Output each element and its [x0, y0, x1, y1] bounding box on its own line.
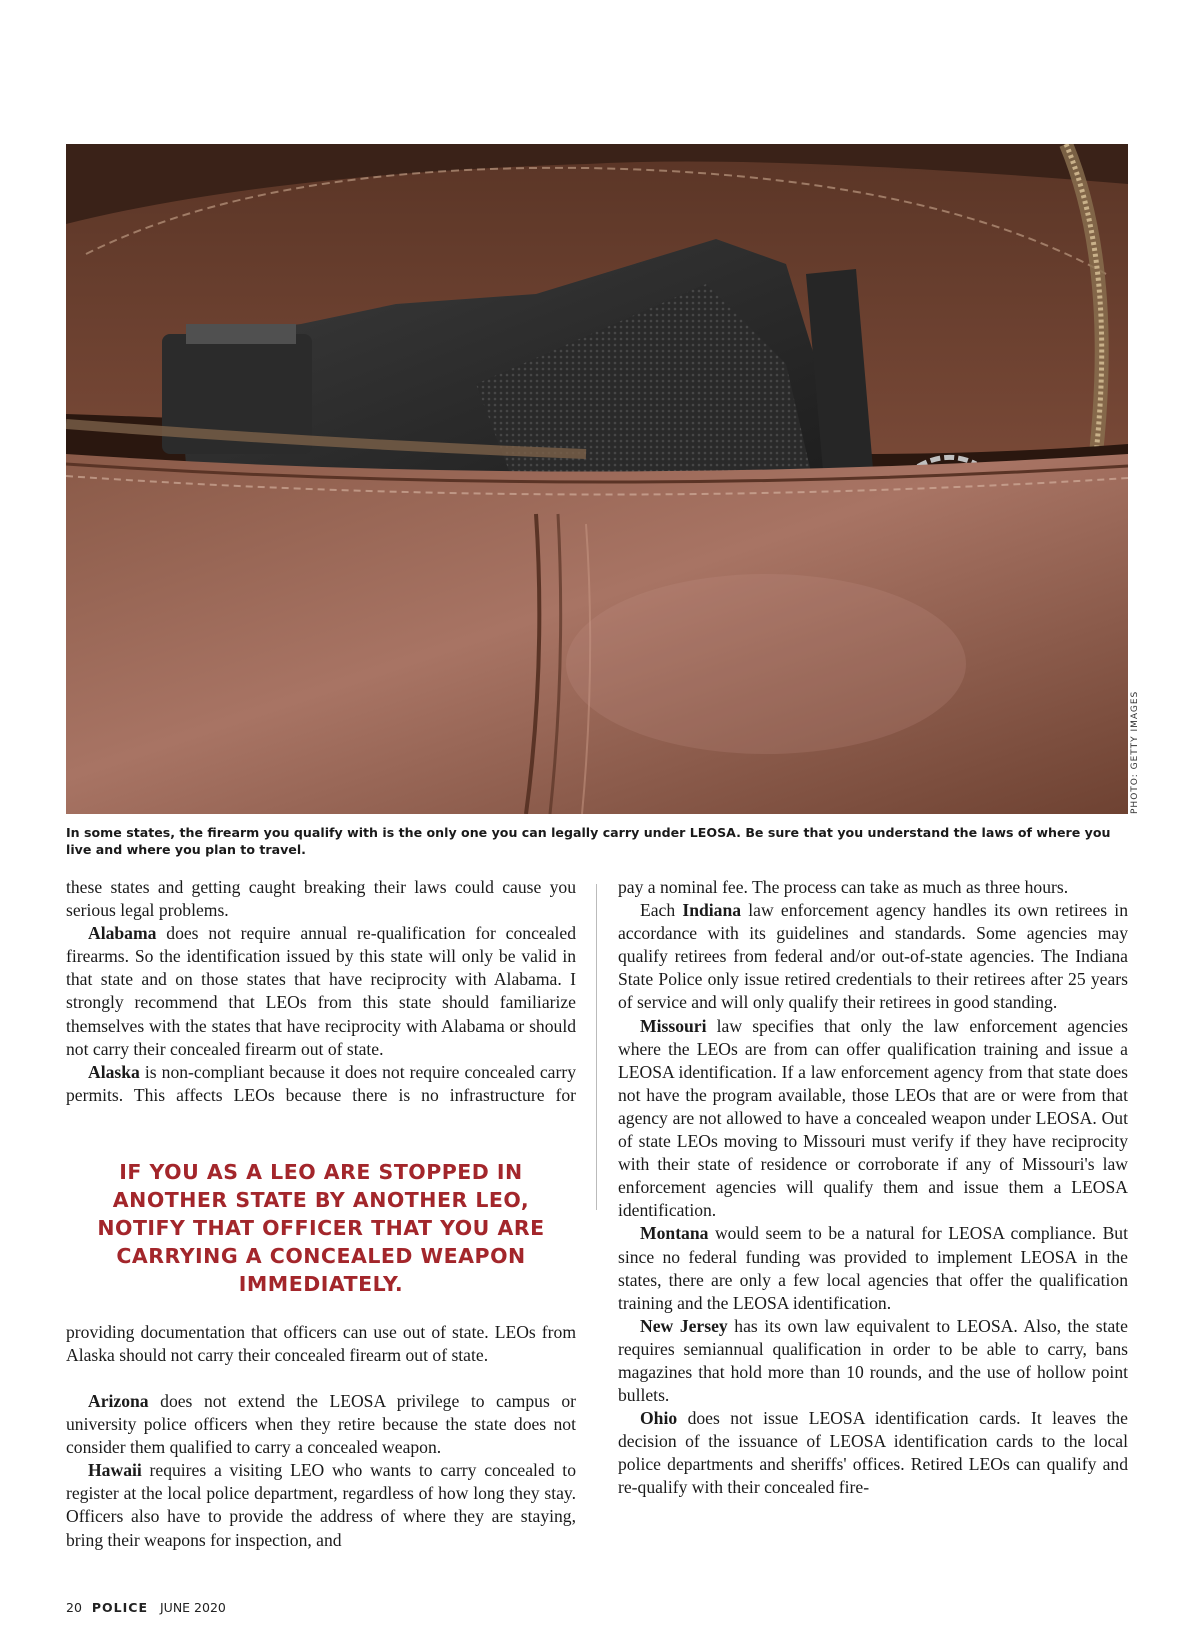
missouri-paragraph [618, 1015, 1128, 1223]
body-paragraph: pay a nominal fee. The process can take as much as three hours. [618, 877, 1069, 897]
new-jersey-paragraph [618, 1315, 1128, 1407]
state-name: Missouri [640, 1015, 707, 1036]
magazine-name: POLICE [91, 1600, 149, 1615]
state-name: Montana [640, 1223, 709, 1244]
alaska-paragraph-continued [66, 1321, 576, 1390]
page-footer [66, 1600, 226, 1615]
paragraph-text: law enforcement agency handles its own retirees in accordance with its guidelines and standards. Some agencies may qualify retirees from federal and/or out-of-state agencies. The Indiana State Police only issue retired credentials to their retirees after 25 years of service and will only qualify their retirees in good standing. [618, 900, 1128, 1013]
indiana-paragraph [618, 899, 1128, 1014]
montana-paragraph [618, 1222, 1128, 1314]
arizona-paragraph [66, 1390, 576, 1459]
state-name: Alabama [88, 923, 157, 944]
state-name: Arizona [88, 1391, 149, 1411]
right-column [618, 876, 1128, 1500]
paragraph-text: providing documentation that officers can use out of state. LEOs from Alaska should not carry their concealed firearm out of state. [66, 1322, 576, 1366]
paragraph-prefix: Each [640, 900, 683, 921]
photo-caption: In some states, the firearm you qualify with is the only one you can legally carry under LEOSA. Be sure that you understand the laws of where you live and where you plan to travel. [66, 825, 1111, 857]
alaska-paragraph-start [66, 1061, 576, 1107]
paragraph-text: does not extend the LEOSA privilege to campus or university police officers when they retire because the state does not consider them qualified to carry a concealed weapon. [66, 1391, 576, 1458]
paragraph-text: does not require annual re-qualification for concealed firearms. So the identification issued by this state will only be valid in that state and on those states that have reciprocity with Alabama. I strongly recommend that LEOs from this state should familiarize themselves with the states that have reciprocity with Alabama or should not carry their concealed firearm out of state. [66, 923, 576, 1059]
issue-date: JUNE 2020 [160, 1600, 226, 1615]
paragraph-text: requires a visiting LEO who wants to carry concealed to register at the local police department, regardless of how long they stay. Officers also have to provide the address of where they are staying, bring their weapons for inspection, and [66, 1460, 576, 1550]
paragraph-text: does not issue LEOSA identification cards. It leaves the decision of the issuance of LEOSA identification cards to the local police departments and sheriffs' offices. Retired LEOs can qualify and re-qualify with their concealed fire- [618, 1408, 1128, 1498]
photo-credit: PHOTO: GETTY IMAGES [1130, 690, 1140, 814]
hero-photo [66, 144, 1128, 814]
paragraph-text: law specifies that only the law enforcement agencies where the LEOs are from can offer qualification training and issue a LEOSA identification. If a law enforcement agency from that state does not have the program available, those LEOs that are or were from that agency are not allowed to have a concealed weapon under LEOSA. Out of state LEOs moving to Missouri must verify if they have reciprocity with their state of residence or corroborate if any of Missouri's law enforcement agencies will qualify them and issue them a LEOSA identification. [618, 1015, 1128, 1221]
alabama-paragraph [66, 922, 576, 1061]
pull-quote: IF YOU AS A LEO ARE STOPPED IN ANOTHER STATE BY ANOTHER LEO, NOTIFY THAT OFFICER THAT YOU ARE CARRYING A CONCEALED WEAPON IMMEDIATELY. [97, 1160, 545, 1296]
column-divider [596, 884, 597, 1210]
leather-bag-with-handgun-image [66, 144, 1128, 814]
state-name: Ohio [640, 1408, 678, 1429]
hawaii-paragraph [66, 1459, 576, 1551]
ohio-paragraph [618, 1407, 1128, 1499]
left-column-lower [66, 1321, 576, 1552]
paragraph-text: is non-compliant because it does not require concealed carry permits. This affects LEOs because there is no infrastructure for [66, 1061, 576, 1105]
paragraph-text: would seem to be a natural for LEOSA compliance. But since no federal funding was provided to implement LEOSA in the states, there are only a few local agencies that offer the qualification training and the LEOSA identification. [618, 1223, 1128, 1313]
left-column-upper [66, 876, 576, 1107]
state-name: New Jersey [640, 1315, 728, 1336]
body-paragraph: these states and getting caught breaking their laws could cause you serious legal problems. [66, 877, 576, 921]
page-number: 20 [66, 1600, 82, 1615]
state-name: Indiana [682, 900, 742, 921]
state-name: Alaska [88, 1061, 140, 1082]
paragraph-text: has its own law equivalent to LEOSA. Also, the state requires semiannual qualification in order to be able to carry, bans magazines that hold more than 10 rounds, and the use of hollow point bullets. [618, 1315, 1128, 1406]
state-name: Hawaii [88, 1460, 142, 1481]
